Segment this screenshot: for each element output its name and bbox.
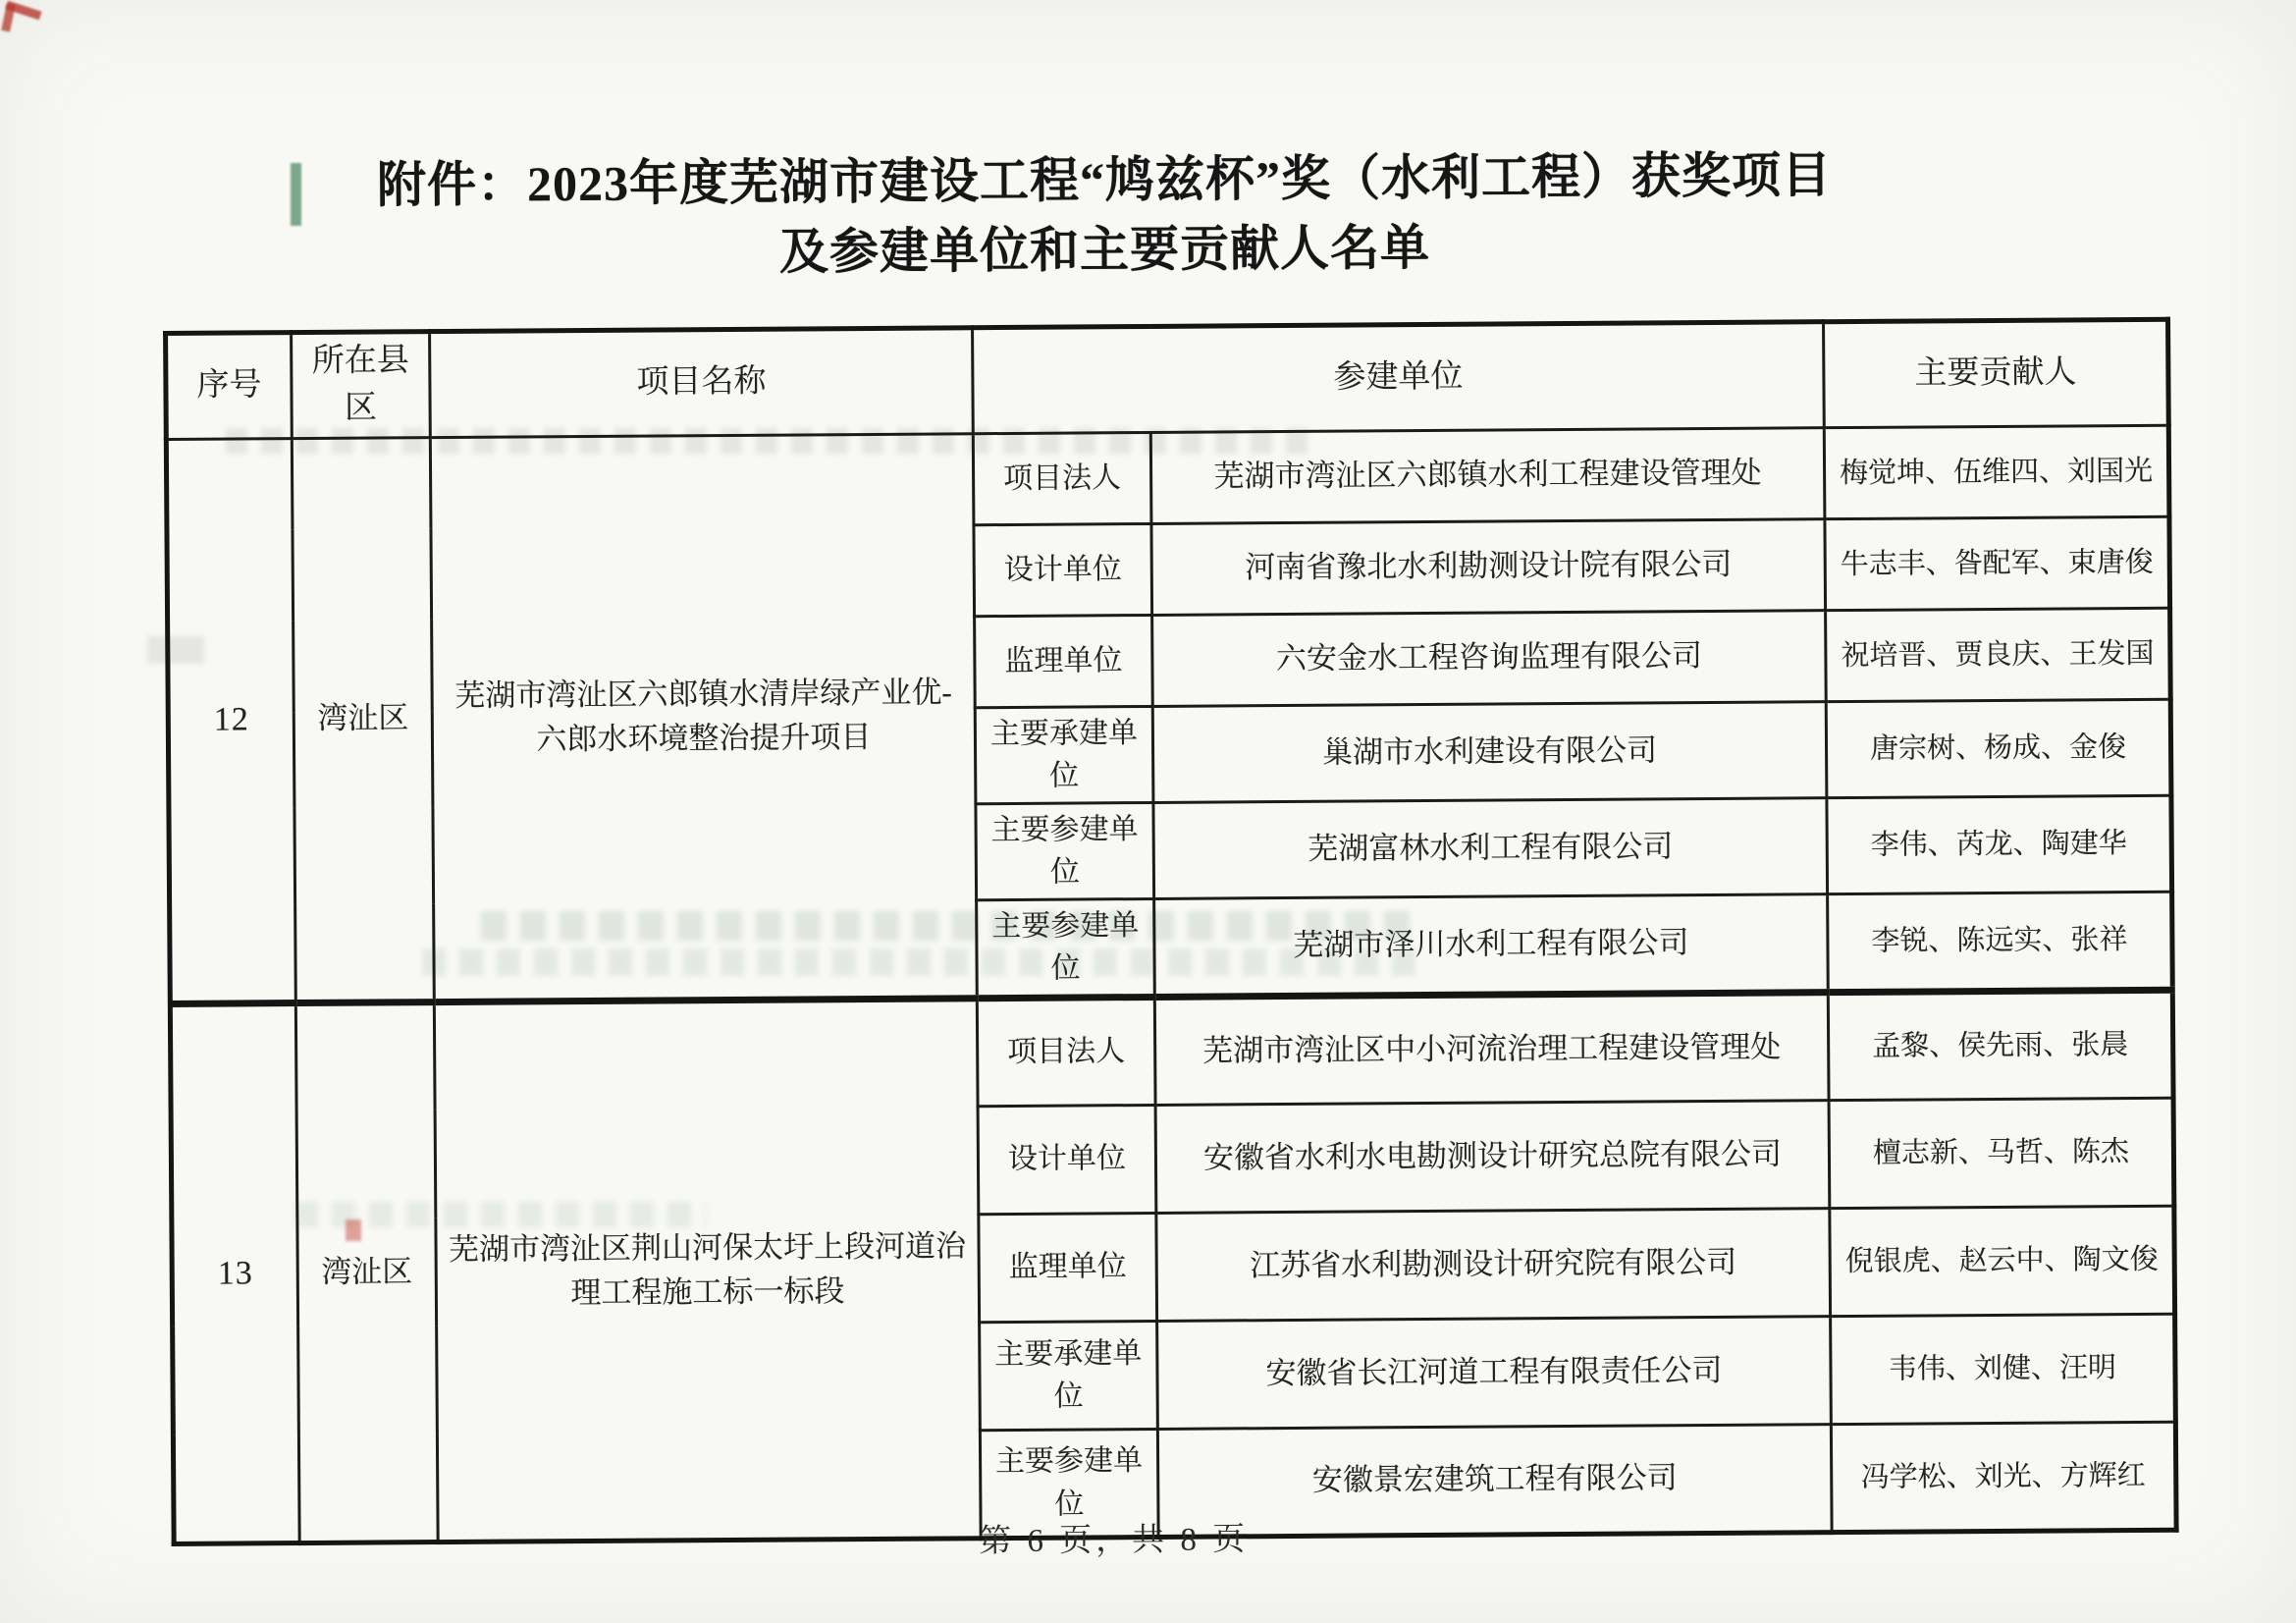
- cell-unit-name: 芜湖市湾沚区六郎镇水利工程建设管理处: [1150, 427, 1825, 523]
- cell-contributors: 孟黎、侯先雨、张晨: [1828, 990, 2173, 1100]
- col-header-units: 参建单位: [973, 322, 1825, 434]
- cell-contributors: 倪银虎、赵云中、陶文俊: [1830, 1206, 2175, 1316]
- cell-unit-role: 主要参建单位: [977, 898, 1155, 998]
- table-row: [170, 990, 2173, 1111]
- cell-unit-role: 主要承建单位: [975, 706, 1153, 803]
- cell-unit-name: 安徽景宏建筑工程有限公司: [1157, 1424, 1832, 1537]
- cell-unit-name: 芜湖富林水利工程有限公司: [1153, 797, 1828, 898]
- cell-contributors: 祝培晋、贾良庆、王发国: [1826, 608, 2171, 701]
- table-header-row: [166, 319, 2169, 439]
- cell-unit-name: 芜湖市泽川水利工程有限公司: [1154, 893, 1829, 997]
- col-header-index: 序号: [166, 333, 293, 440]
- cell-contributors: 冯学松、刘光、方辉红: [1831, 1422, 2176, 1532]
- cell-project-name: 芜湖市湾沚区荆山河保太圩上段河道治理工程施工标一标段: [434, 998, 981, 1542]
- cell-contributors: 梅觉坤、伍维四、刘国光: [1824, 425, 2169, 518]
- cell-unit-name: 安徽省水利水电勘测设计研究总院有限公司: [1155, 1100, 1830, 1213]
- table-row: [166, 425, 2169, 530]
- cell-unit-role: 监理单位: [975, 615, 1153, 707]
- cell-unit-role: 设计单位: [974, 523, 1152, 616]
- cell-contributors: 李锐、陈远实、张祥: [1828, 892, 2173, 992]
- page-number: 第 6 页，共 8 页: [979, 1522, 1250, 1560]
- cell-index: 13: [170, 1002, 299, 1543]
- col-header-district: 所在县区: [292, 332, 431, 439]
- cell-contributors: 李伟、芮龙、陶建华: [1827, 795, 2172, 893]
- document-title: [133, 138, 2077, 292]
- cell-unit-role: 主要参建单位: [980, 1429, 1158, 1538]
- cell-project-name: 芜湖市湾沚区六郎镇水清岸绿产业优-六郎水环境整治提升项目: [430, 433, 977, 1001]
- cell-unit-role: 主要承建单位: [980, 1321, 1158, 1430]
- cell-contributors: 牛志丰、昝配军、束唐俊: [1825, 516, 2170, 610]
- cell-index: 12: [166, 438, 295, 1003]
- cell-unit-name: 巢湖市水利建设有限公司: [1152, 701, 1827, 802]
- cell-contributors: 韦伟、刘健、汪明: [1831, 1314, 2176, 1424]
- cell-unit-name: 安徽省长江河道工程有限责任公司: [1157, 1316, 1832, 1429]
- title-line-2: 及参建单位和主要贡献人名单: [778, 219, 1431, 280]
- title-line-1: 附件：2023年度芜湖市建设工程“鸠兹杯”奖（水利工程）获奖项目: [376, 147, 1833, 213]
- cell-unit-name: 河南省豫北水利勘测设计院有限公司: [1151, 518, 1826, 615]
- cell-unit-role: 监理单位: [979, 1213, 1157, 1322]
- cell-unit-name: 芜湖市湾沚区中小河流治理工程建设管理处: [1154, 992, 1829, 1105]
- cell-district: 湾沚区: [295, 1001, 438, 1542]
- cell-contributors: 唐宗树、杨成、金俊: [1826, 699, 2171, 797]
- awards-table: [163, 317, 2179, 1546]
- cell-contributors: 檀志新、马哲、陈杰: [1829, 1098, 2174, 1208]
- cell-unit-role: 项目法人: [977, 997, 1155, 1106]
- cell-unit-name: 六安金水工程咨询监理有限公司: [1152, 610, 1827, 706]
- cell-unit-role: 项目法人: [973, 432, 1151, 524]
- col-header-contributors: 主要贡献人: [1824, 319, 2169, 427]
- cell-unit-name: 江苏省水利勘测设计研究院有限公司: [1156, 1208, 1831, 1321]
- cell-unit-role: 设计单位: [978, 1105, 1156, 1214]
- cell-district: 湾沚区: [292, 437, 434, 1002]
- col-header-project: 项目名称: [430, 328, 974, 438]
- cell-unit-role: 主要参建单位: [976, 802, 1154, 899]
